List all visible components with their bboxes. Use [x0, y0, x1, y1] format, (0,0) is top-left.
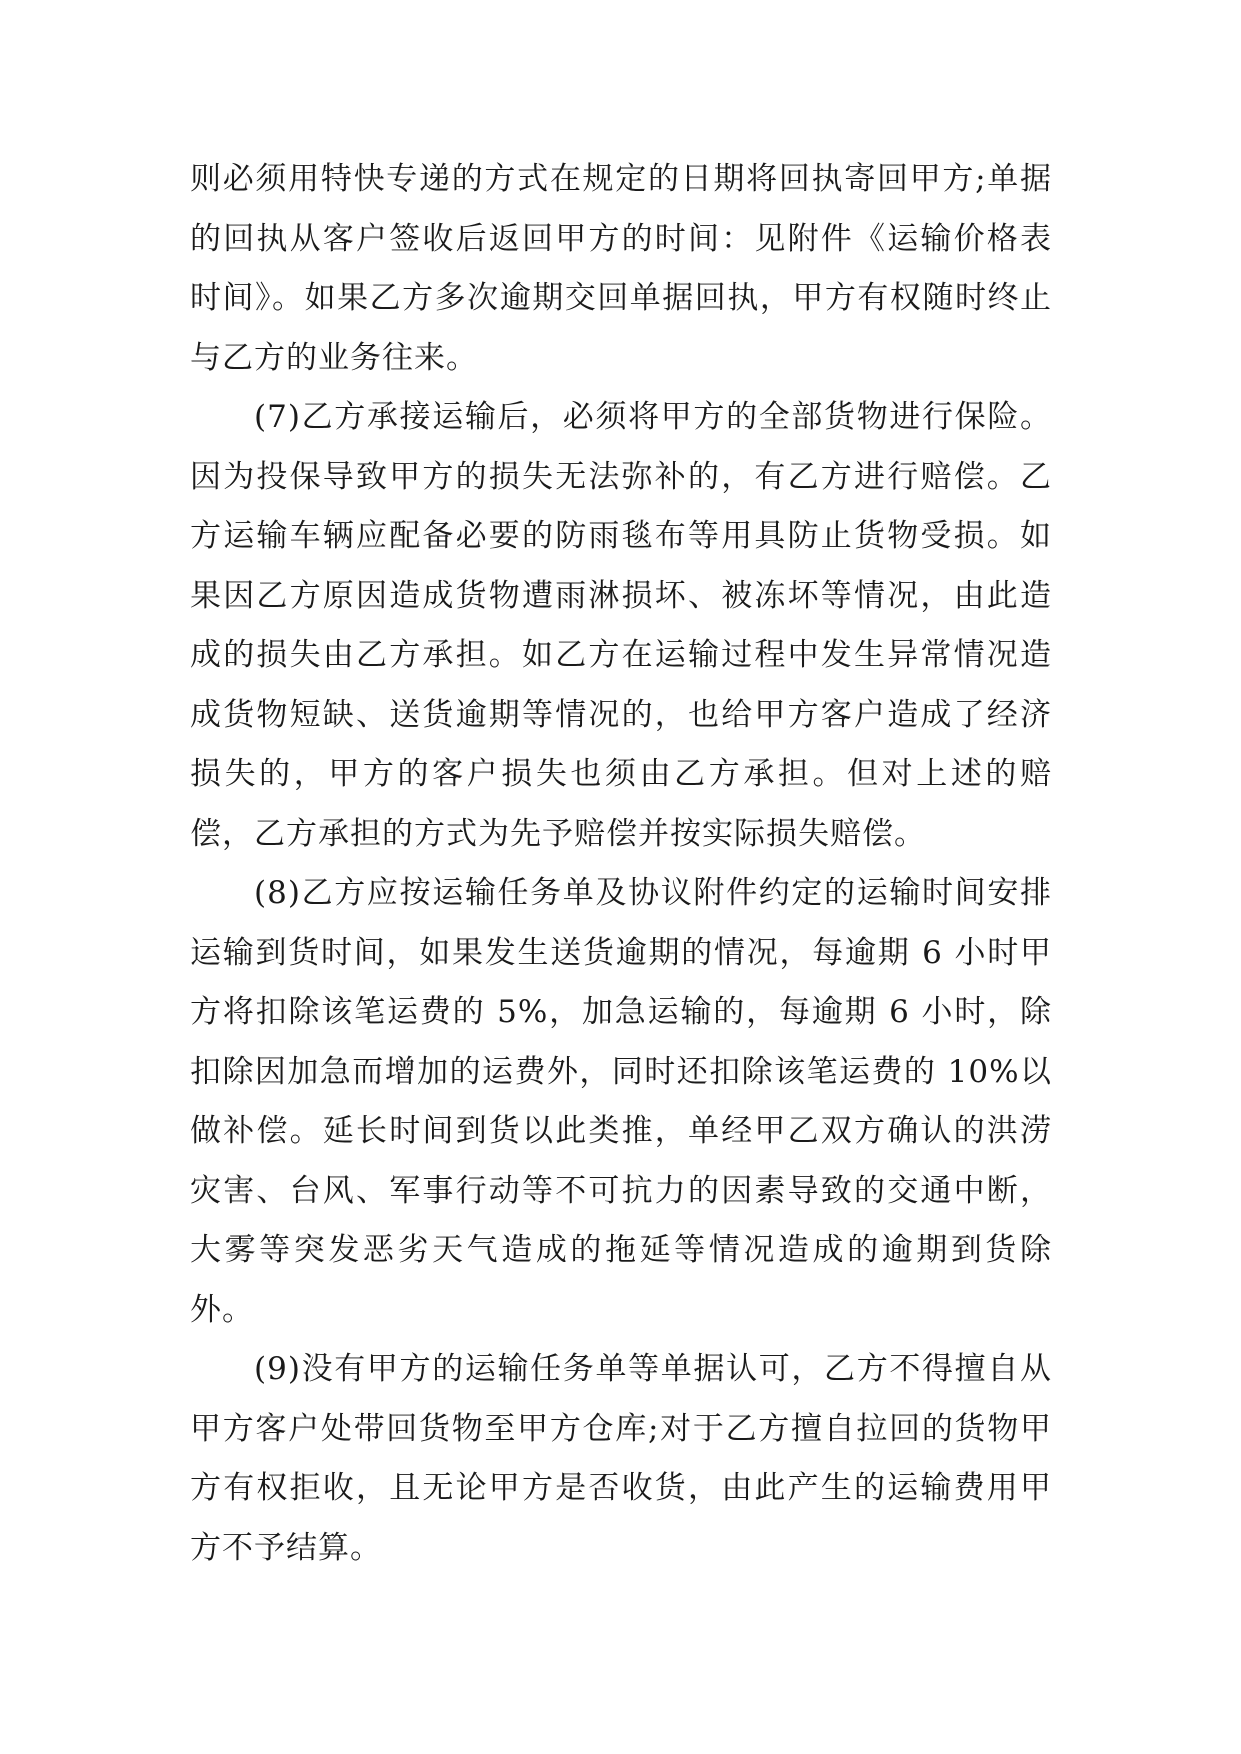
paragraph-clause-7: (7)乙方承接运输后，必须将甲方的全部货物进行保险。因为投保导致甲方的损失无法弥补的，有乙方进行赔偿。乙方运输车辆应配备必要的防雨毯布等用具防止货物受损。如果因乙方原因造成货物遭雨淋损坏、被冻坏等情况，由此造成的损失由乙方承担。如乙方在运输过程中发生异常情况造成货物短缺、送货逾期等情况的，也给甲方客户造成了经济损失的，甲方的客户损失也须由乙方承担。但对上述的赔偿，乙方承担的方式为先予赔偿并按实际损失赔偿。 — [190, 399, 1052, 852]
document-body — [190, 150, 1052, 1578]
paragraph-clause-9: (9)没有甲方的运输任务单等单据认可，乙方不得擅自从甲方客户处带回货物至甲方仓库;对于乙方擅自拉回的货物甲方有权拒收，且无论甲方是否收货，由此产生的运输费用甲方不予结算。 — [190, 1351, 1052, 1566]
paragraph-clause-8: (8)乙方应按运输任务单及协议附件约定的运输时间安排运输到货时间，如果发生送货逾期的情况，每逾期 6 小时甲方将扣除该笔运费的 5%，加急运输的，每逾期 6 小时，除扣除因加急而增加的运费外，同时还扣除该笔运费的 10%以做补偿。延长时间到货以此类推，单经甲乙双方确认的洪涝灾害、台风、军事行动等不可抗力的因素导致的交通中断，大雾等突发恶劣天气造成的拖延等情况造成的逾期到货除外。 — [190, 875, 1052, 1328]
paragraph-continued: 则必须用特快专递的方式在规定的日期将回执寄回甲方;单据的回执从客户签收后返回甲方的时间：见附件《运输价格表时间》。如果乙方多次逾期交回单据回执，甲方有权随时终止与乙方的业务往来。 — [190, 161, 1052, 376]
